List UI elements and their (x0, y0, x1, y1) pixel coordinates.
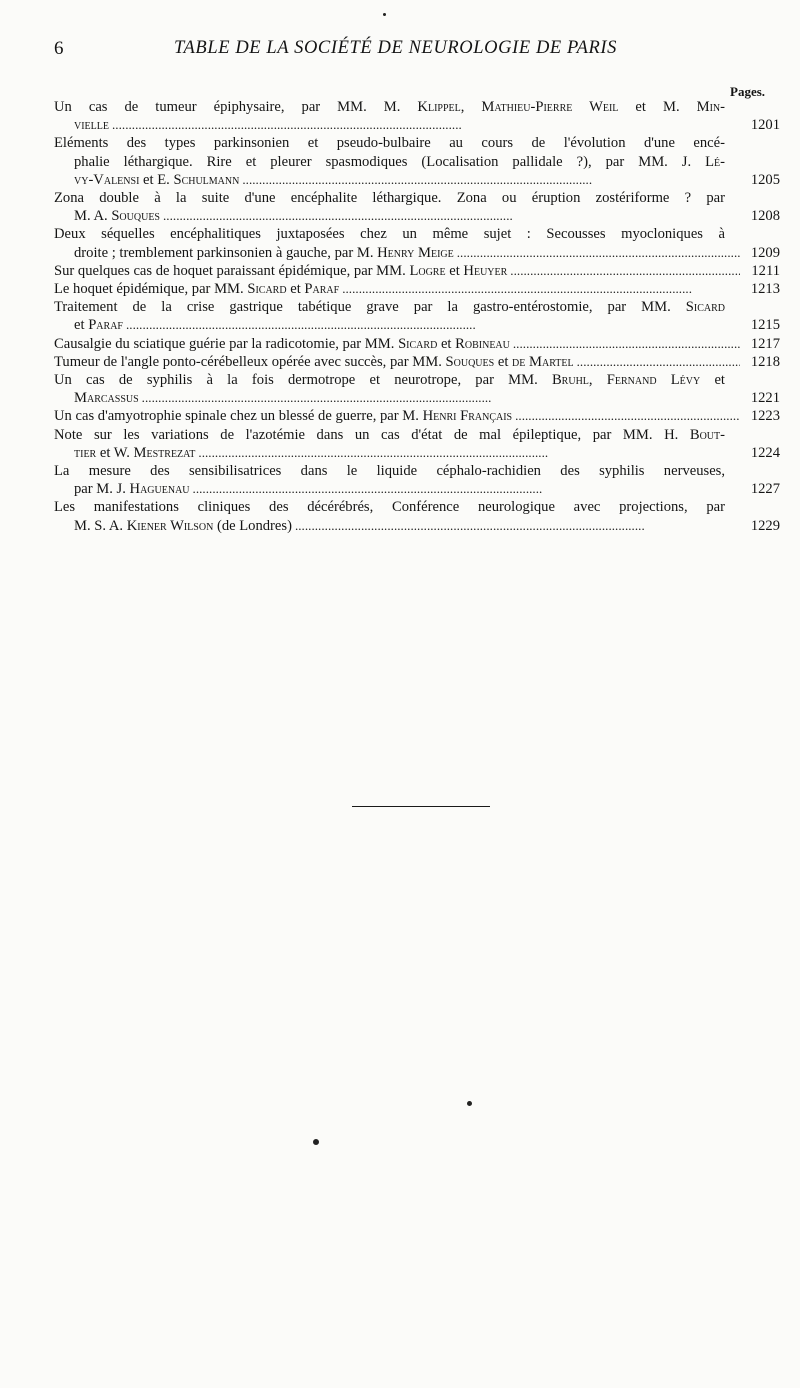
toc-line (54, 480, 780, 498)
entry-text (74, 207, 160, 225)
text-segment: La mesure des sensibilisatrices dans le liquide céphalo-rachidien des syphilis nerveuses, (54, 463, 725, 480)
table-of-contents (54, 98, 780, 535)
text-segment: Eléments des types parkinsonien et pseudo-bulbaire au cours de l'évolution d'une encé- (54, 135, 725, 152)
page-reference: 1229 (750, 517, 780, 534)
entry-text (74, 153, 780, 171)
toc-line (54, 353, 780, 371)
toc-entry (54, 262, 780, 280)
page-reference: 1218 (750, 353, 780, 370)
dot-leader (163, 207, 740, 225)
entry-text (54, 225, 780, 243)
entry-text (74, 389, 139, 407)
author-name: Heuyer (463, 262, 508, 279)
toc-line (54, 335, 780, 353)
entry-text (74, 116, 109, 134)
toc-line (54, 153, 780, 171)
entry-text (54, 262, 507, 280)
dot-leader (198, 444, 740, 462)
page-reference: 1209 (750, 244, 780, 261)
author-name: Sicard (247, 281, 287, 298)
toc-entry (54, 134, 780, 189)
toc-entry (54, 426, 780, 462)
text-segment: et (286, 281, 305, 298)
text-segment: , (460, 99, 482, 115)
author-name: Lé- (705, 153, 725, 170)
toc-line (54, 171, 780, 189)
author-name: Mestrezat (133, 444, 196, 461)
toc-entry (54, 371, 780, 407)
toc-entry (54, 407, 780, 425)
author-name: tier (74, 444, 97, 461)
ink-speck (313, 1139, 319, 1145)
entry-text (54, 98, 780, 116)
text-segment: Note sur les variations de l'azotémie dans un cas d'état de mal épileptique, par MM. H. (54, 426, 690, 443)
author-name: Souques (445, 353, 495, 370)
page-reference: 1224 (750, 444, 780, 461)
author-name: Paraf (304, 281, 340, 298)
text-segment: Les manifestations cliniques des décérébrés, Conférence neurologique avec projections, par (54, 499, 725, 516)
entry-text (54, 462, 780, 480)
author-name: Marcassus (74, 390, 139, 407)
text-segment: Un cas de tumeur épiphysaire, par MM. M. (54, 99, 418, 115)
dot-leader (112, 116, 740, 134)
entry-text (74, 316, 123, 334)
entry-text (54, 335, 510, 353)
page-reference: 1201 (750, 117, 780, 134)
entry-text (74, 480, 190, 498)
text-segment: Sur quelques cas de hoquet paraissant épidémique, par MM. (54, 262, 410, 279)
author-name: de Martel (512, 353, 574, 370)
toc-line (54, 262, 780, 280)
author-name: Schulmann (173, 171, 240, 188)
toc-entry (54, 280, 780, 298)
toc-line (54, 298, 780, 316)
toc-entry (54, 298, 780, 334)
entry-text (74, 517, 292, 535)
dot-leader (342, 280, 740, 298)
text-segment: et (445, 262, 464, 279)
author-name: Henry Meige (377, 244, 454, 261)
toc-entry (54, 498, 780, 534)
text-segment: droite ; tremblement parkinsonien à gauche, par M. (74, 244, 378, 261)
ink-speck (467, 1101, 472, 1106)
toc-entry (54, 225, 780, 261)
entry-text (54, 371, 780, 389)
section-divider-rule (352, 806, 490, 807)
author-name: Klippel (417, 99, 461, 115)
entry-text (54, 353, 574, 371)
toc-line (54, 389, 780, 407)
author-name: Haguenau (129, 481, 190, 498)
dot-leader (510, 262, 740, 280)
author-name: vy-Valensi (74, 171, 140, 188)
running-title: TABLE DE LA SOCIÉTÉ DE NEUROLOGIE DE PARIS (174, 38, 617, 58)
text-segment: Un cas de syphilis à la fois dermotrope et neurotrope, par MM. (54, 372, 552, 389)
entry-text (74, 244, 454, 262)
dot-leader (142, 389, 740, 407)
author-name: Souques (111, 208, 160, 225)
author-name: Logre (409, 262, 446, 279)
dot-leader (295, 517, 740, 535)
page-reference: 1205 (750, 171, 780, 188)
entry-text (54, 280, 339, 298)
toc-entry (54, 189, 780, 225)
toc-entry (54, 335, 780, 353)
page-reference: 1223 (750, 408, 780, 425)
page-number: 6 (54, 38, 64, 59)
author-name: Sicard (398, 335, 438, 352)
toc-line (54, 280, 780, 298)
text-segment: et W. (96, 444, 134, 461)
author-name: Paraf (88, 317, 123, 334)
author-name: Henri Français (422, 408, 513, 425)
page-reference: 1215 (750, 317, 780, 334)
text-segment: Le hoquet épidémique, par MM. (54, 281, 248, 298)
toc-line (54, 98, 780, 116)
text-segment: et (494, 353, 513, 370)
toc-line (54, 371, 780, 389)
text-segment: phalie léthargique. Rire et pleurer spasmodiques (Localisation pallidale ?), par MM. J. (74, 153, 706, 170)
dot-leader (513, 335, 740, 353)
text-segment: M. S. A. (74, 517, 127, 534)
dot-leader (515, 407, 740, 425)
page-reference: 1211 (751, 262, 780, 279)
entry-text (74, 444, 195, 462)
text-segment: et (437, 335, 456, 352)
toc-line (54, 426, 780, 444)
toc-line (54, 134, 780, 152)
page-header (54, 38, 744, 66)
text-segment: et E. (139, 171, 174, 188)
page-reference: 1221 (750, 390, 780, 407)
author-name: Mathieu-Pierre Weil (481, 99, 619, 115)
author-name: Kiener Wilson (126, 517, 214, 534)
entry-text (54, 498, 780, 516)
toc-line (54, 444, 780, 462)
entry-text (54, 134, 780, 152)
author-name: Min- (696, 99, 725, 115)
author-name: vielle (74, 117, 109, 134)
dot-leader (193, 480, 740, 498)
dot-leader (126, 316, 740, 334)
text-segment: (de Londres) (213, 517, 292, 534)
author-name: Bruhl (551, 372, 589, 389)
toc-entry (54, 462, 780, 498)
toc-line (54, 244, 780, 262)
text-segment: et (700, 372, 725, 389)
text-segment: , (588, 372, 607, 389)
page-reference: 1208 (750, 208, 780, 225)
text-segment: Un cas d'amyotrophie spinale chez un blessé de guerre, par M. (54, 408, 423, 425)
toc-line (54, 407, 780, 425)
author-name: Fernand Lévy (606, 372, 701, 389)
entry-text (54, 426, 780, 444)
author-name: Robineau (455, 335, 510, 352)
author-name: Bout- (689, 426, 725, 443)
toc-entry (54, 98, 780, 134)
page-reference: 1227 (750, 481, 780, 498)
text-segment: Tumeur de l'angle ponto-cérébelleux opérée avec succès, par MM. (54, 353, 446, 370)
toc-line (54, 498, 780, 516)
dot-leader (242, 171, 740, 189)
page-reference: 1217 (750, 335, 780, 352)
pages-column-label: Pages. (730, 84, 766, 99)
entry-text (74, 171, 239, 189)
author-name: Sicard (685, 299, 725, 316)
page-reference: 1213 (750, 281, 780, 298)
toc-entry (54, 353, 780, 371)
text-segment: Zona double à la suite d'une encéphalite léthargique. Zona ou éruption zostériforme ? par (54, 190, 725, 207)
dot-leader (577, 353, 740, 371)
toc-line (54, 116, 780, 134)
text-segment: Causalgie du sciatique guérie par la radicotomie, par MM. (54, 335, 399, 352)
text-segment: M. A. (74, 208, 112, 225)
text-segment: et M. (618, 99, 697, 115)
text-segment: et (74, 317, 89, 334)
toc-line (54, 316, 780, 334)
text-segment: Deux séquelles encéphalitiques juxtaposées chez un même sujet : Secousses myocloniques à (54, 226, 725, 243)
toc-line (54, 225, 780, 243)
toc-line (54, 517, 780, 535)
entry-text (54, 298, 780, 316)
toc-line (54, 462, 780, 480)
toc-line (54, 189, 780, 207)
text-segment: Traitement de la crise gastrique tabétique grave par la gastro-entérostomie, par MM. (54, 299, 686, 316)
entry-text (54, 189, 780, 207)
entry-text (54, 407, 512, 425)
dot-leader (457, 244, 740, 262)
toc-line (54, 207, 780, 225)
text-segment: par M. J. (74, 481, 130, 498)
ink-speck (383, 13, 386, 16)
